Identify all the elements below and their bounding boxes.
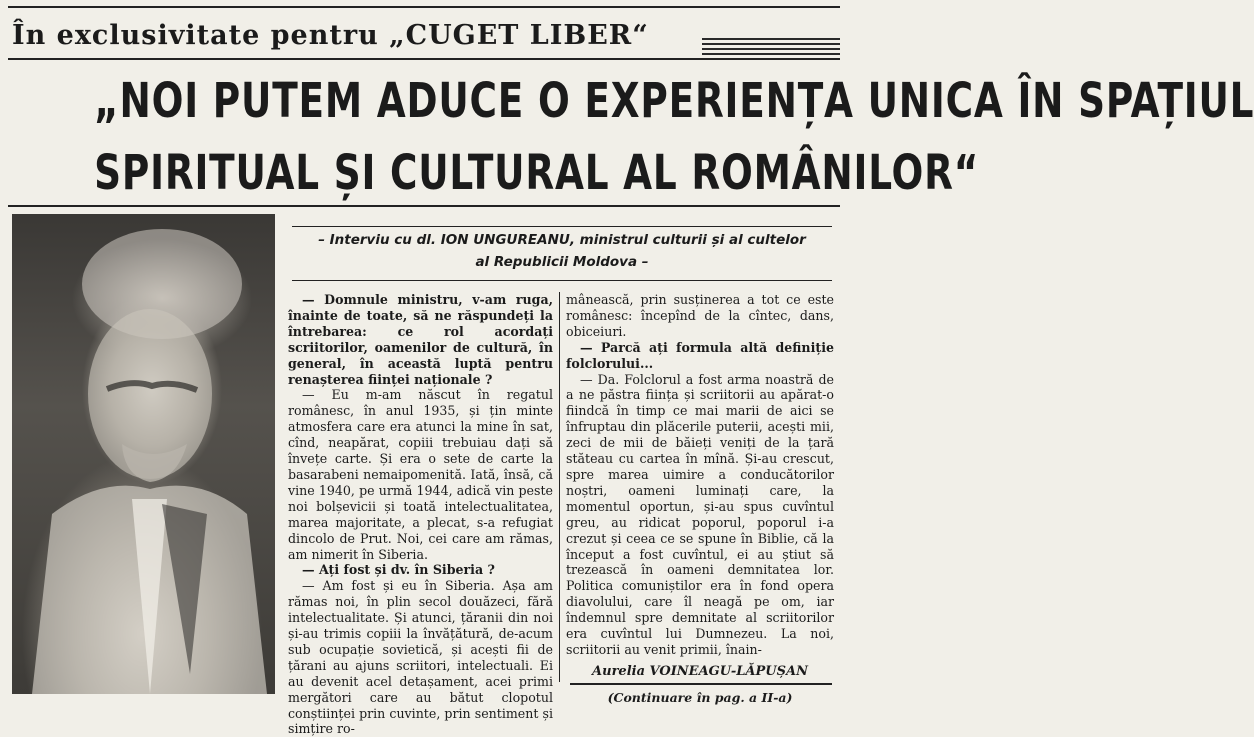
answer-paragraph: — Da. Folclorul a fost arma noastră de a ne păstra ființa și scriitorii au apărat-o fiindcă în timp ce mai marii de aici se înfruptau din plăcerile puterii, acești mii, zeci de mii de băieți veniți de la țară stăteau cu cartea în mînă. Și-au crescut, spre marea uimire a conducătorilor noștri, oameni luminați care, la momentul oportun, și-au spus cuvîntul greu, au ridicat poporul, poporul i-a crezut și ceea ce se spune în Biblie, că la început a fost cuvîntul, ei au știut să trezească în oameni demnitatea lor. Politica comuniștilor era în fond opera diavolului, care îl neagă pe om, iar îndemnul spre demnitate al scriitorilor era cuvîntul lui Dumnezeu. La noi, scriitorii au venit primii, înain- <box>566 371 834 657</box>
author-byline: Aurelia VOINEAGU-LĂPUȘAN <box>592 664 808 679</box>
headline-line-2: SPIRITUAL ȘI CULTURAL AL ROMÂNILOR“ <box>94 145 980 201</box>
column-divider <box>559 292 560 682</box>
kicker-decoration <box>702 38 840 58</box>
subtitle-bottom-rule <box>292 280 832 281</box>
answer-paragraph: — Eu m-am născut în regatul românesc, în anul 1935, și țin minte atmosfera care era atunci la mine în sat, cînd, neapărat, copiii trebuiau dați să învețe carte. Și era o sete de carte la basarabeni nemaipomenită. Iată, însă, că vine 1940, pe urmă 1944, adică vin peste noi bolșevicii și toată intelectualitatea, marea majoritate, a plecat, s-a refugiat dincolo de Prut. Noi, cei care am rămas, am nimerit în Siberia. <box>288 387 553 562</box>
headline-line-1: „NOI PUTEM ADUCE O EXPERIENȚA UNICA ÎN SPAȚIUL <box>94 73 1254 129</box>
question-paragraph: — Parcă ați formula altă definiție folclorului... <box>566 339 834 371</box>
portrait-photo <box>12 214 275 694</box>
byline-rule <box>570 683 832 685</box>
subtitle-line-2: al Republicii Moldova – <box>475 254 649 270</box>
kicker: În exclusivitate pentru „CUGET LIBER“ <box>12 20 649 51</box>
article-column-2 <box>566 292 834 658</box>
kicker-rule <box>8 58 840 60</box>
top-rule <box>8 6 840 8</box>
continued-paragraph: mânească, prin susținerea a tot ce este românesc: începînd de la cîntec, dans, obiceiuri. <box>566 292 834 339</box>
subtitle-line-1: – Interviu cu dl. ION UNGUREANU, ministrul culturii și al cultelor <box>318 232 806 248</box>
question-paragraph: — Ați fost și dv. în Siberia ? <box>302 562 495 578</box>
article-column-1 <box>288 292 553 737</box>
answer-paragraph: — Am fost și eu în Siberia. Așa am rămas noi, în plin secol douăzeci, fără intelectualitate. Și atunci, țăranii din noi și-au trimis copiii la învățătură, de-acum sub ocupație sovietică, și acești fii de țărani au ajuns scriitori, intelectuali. Ei au devenit acel detașament, acei primi mergători care au bătut clopotul conștiinței prin cuvinte, prin sentiment și simțire ro- <box>288 578 553 737</box>
headline-rule <box>8 205 840 207</box>
continued-note: (Continuare în pag. a II-a) <box>607 690 793 705</box>
subtitle-top-rule <box>292 226 832 227</box>
question-paragraph: — Domnule ministru, v-am ruga, înainte de toate, să ne răspundeți la întrebarea: ce rol acordați scriitorilor, oamenilor de cultură, în general, în această luptă pentru renașterea ființei naționale ? <box>288 292 553 387</box>
